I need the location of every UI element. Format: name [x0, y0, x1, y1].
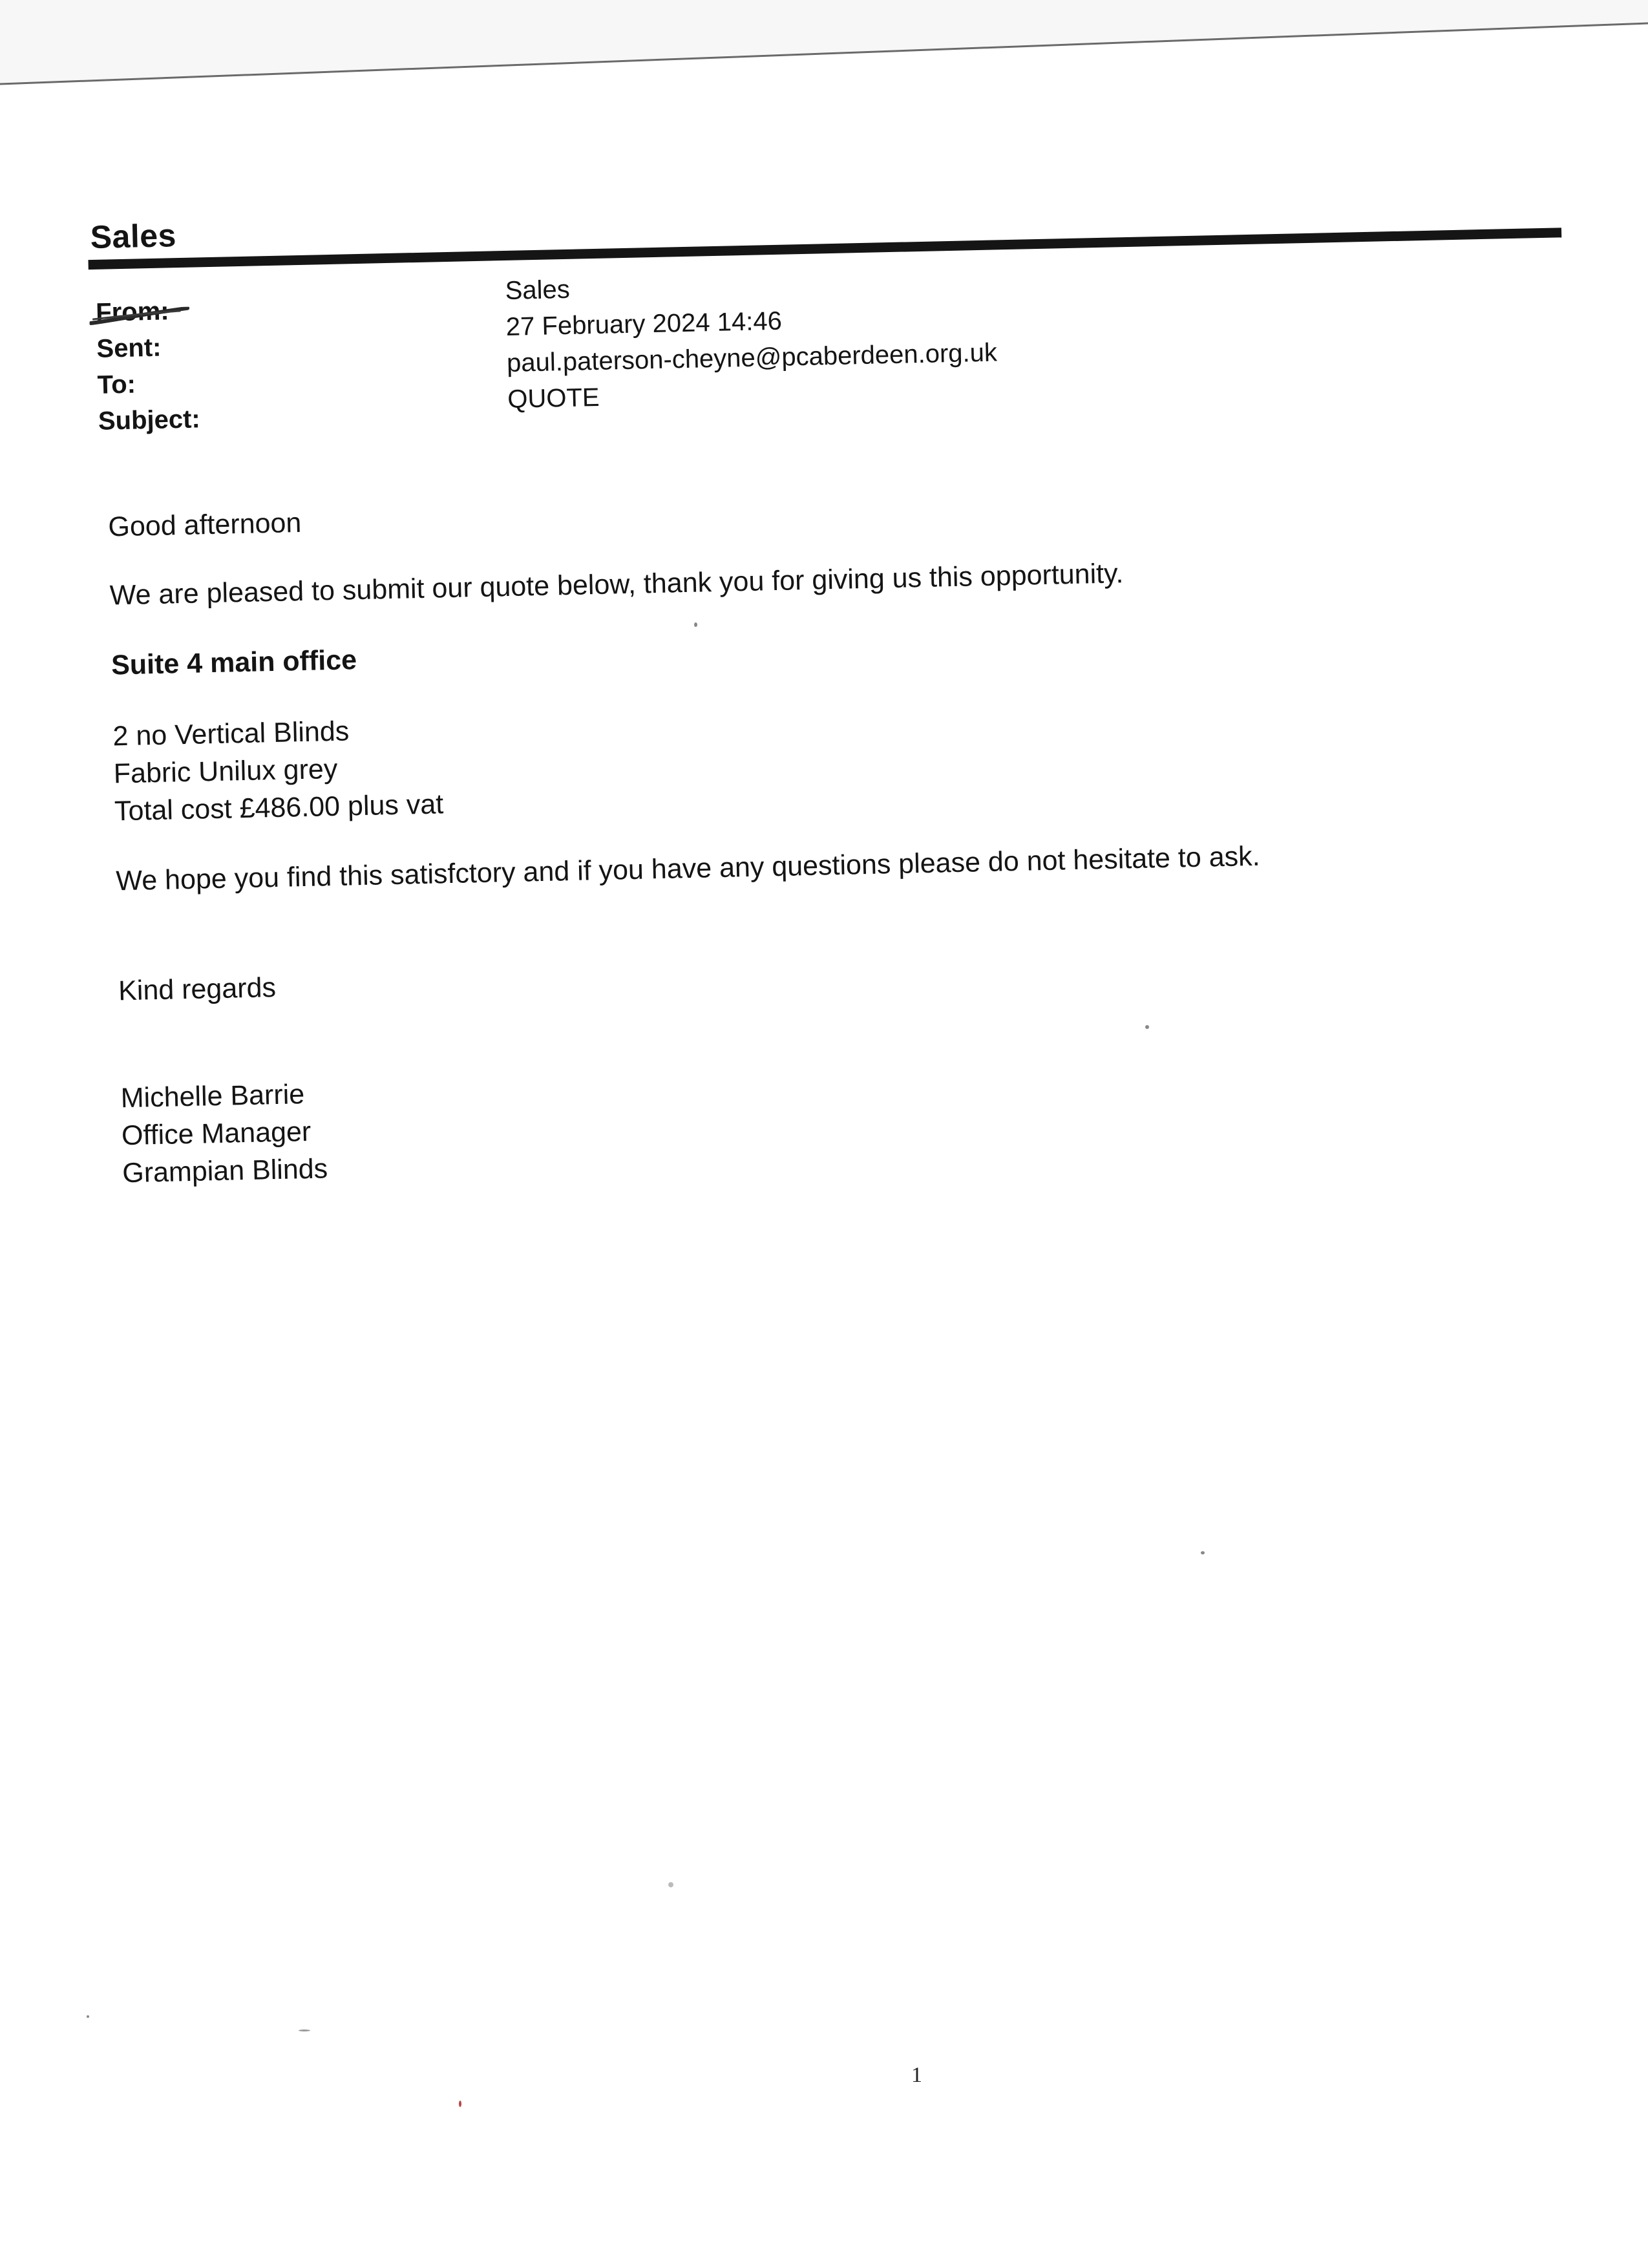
pen-strikethrough: [89, 307, 191, 326]
email-header-title: Sales: [90, 217, 177, 255]
subject-value: QUOTE: [507, 383, 600, 414]
page-number: 1: [911, 2063, 922, 2087]
scan-speck: [694, 622, 697, 627]
greeting: Good afternoon: [107, 507, 302, 543]
scan-speck: [459, 2101, 461, 2107]
scan-speck: [668, 1882, 673, 1887]
scan-speck: [1201, 1551, 1205, 1554]
header-divider: [88, 228, 1561, 270]
item-line-quantity: 2 no Vertical Blinds: [112, 715, 350, 752]
scan-speck: [1145, 1025, 1149, 1029]
from-value: Sales: [505, 275, 571, 306]
scan-speck: [299, 2030, 310, 2031]
from-label: From:: [95, 297, 170, 327]
sent-label: Sent:: [96, 333, 162, 363]
scan-speck: [87, 2015, 89, 2018]
closing-paragraph: We hope you find this satisfctory and if you have any questions please do not hesitate to ask.: [115, 840, 1261, 897]
sent-value: 27 February 2024 14:46: [505, 306, 783, 341]
item-line-total: Total cost £486.00 plus vat: [114, 789, 444, 827]
to-label: To:: [97, 370, 136, 399]
sign-off: Kind regards: [118, 972, 277, 1007]
section-heading: Suite 4 main office: [111, 644, 357, 681]
item-line-fabric: Fabric Unilux grey: [113, 753, 338, 790]
subject-label: Subject:: [98, 405, 201, 436]
to-value: paul.paterson-cheyne@pcaberdeen.org.uk: [506, 338, 998, 377]
intro-paragraph: We are pleased to submit our quote below, thank you for giving us this opportunity.: [109, 558, 1124, 611]
signature-title: Office Manager: [121, 1116, 312, 1152]
signature-name: Michelle Barrie: [120, 1079, 305, 1114]
signature-company: Grampian Blinds: [121, 1153, 328, 1189]
